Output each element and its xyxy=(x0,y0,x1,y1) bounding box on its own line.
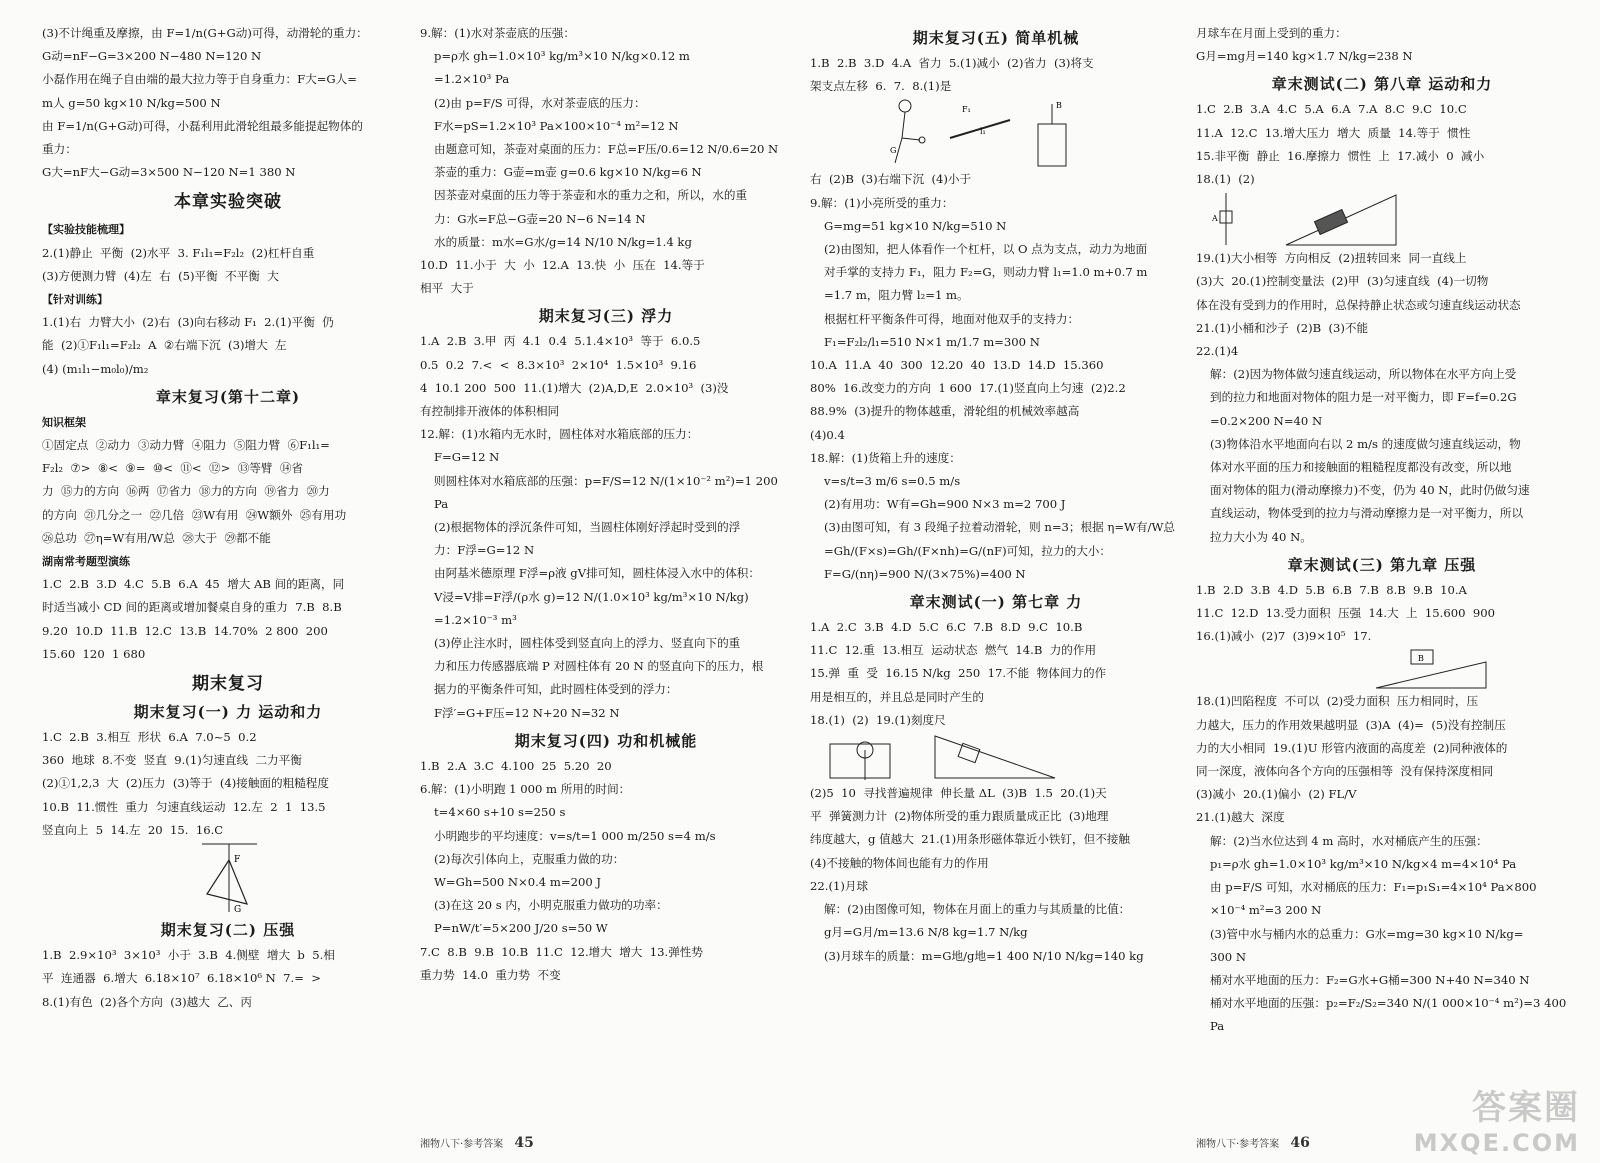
text-line: 相平 大于 xyxy=(420,281,474,296)
text-line: 拉力大小为 40 N。 xyxy=(1210,529,1312,544)
text-line: (3)不计绳重及摩擦，由 F=1/n(G+G动)可得，动滑轮的重力： xyxy=(42,26,368,40)
text-line: v=s/t=3 m/6 s=0.5 m/s xyxy=(824,474,961,489)
section-title-final-5: 期末复习(五) 简单机械 xyxy=(912,29,1080,47)
text-line: ㉖总功 ㉗η=W有用/W总 ㉘大于 ㉙都不能 xyxy=(42,530,271,545)
text-line: 18.(1) (2) xyxy=(1196,172,1255,187)
force-diagram-figures xyxy=(810,732,1182,782)
text-line: F水=pS=1.2×10³ Pa×100×10⁻⁴ m²=12 N xyxy=(434,118,679,133)
text-line: 体对水平面的压力和接触面的粗糙程度都没有改变，所以地 xyxy=(1210,460,1512,475)
text-line: 根据杠杆平衡条件可得，地面对他双手的支持力： xyxy=(824,311,1080,326)
svg-text:l₁: l₁ xyxy=(980,127,986,137)
svg-text:F: F xyxy=(234,855,241,866)
section-title-test-3: 章末测试(三) 第九章 压强 xyxy=(1287,555,1477,574)
text-line: 16.(1)减小 (2)7 (3)9×10⁵ 17. xyxy=(1196,629,1372,644)
text-line: 纬度越大，g 值越大 21.(1)用条形磁体靠近小铁钉，但不接触 xyxy=(810,832,1130,847)
text-line: F₁=F₂l₂/l₁=510 N×1 m/1.7 m=300 N xyxy=(824,334,1040,349)
text-line: 1.C 2.B 3.相互 形状 6.A 7.0~5 0.2 xyxy=(42,730,257,745)
text-line: 21.(1)越大 深度 xyxy=(1196,810,1285,825)
incline-force-figure xyxy=(1196,191,1568,247)
text-line: (2)由 p=F/S 可得，水对茶壶底的压力： xyxy=(434,95,646,110)
text-line: 同一深度，液体向各个方向的压强相等 没有保持深度相同 xyxy=(1196,764,1494,779)
text-line: 力：F浮=G=12 N xyxy=(434,543,535,558)
text-line: 有控制排开液体的体积相同 xyxy=(420,404,560,419)
text-line: (2)5 10 寻找普遍规律 伸长量 ΔL (3)B 1.5 20.(1)天 xyxy=(810,786,1107,801)
text-line: 架支点左移 6. 7. 8.(1)是 xyxy=(810,79,952,94)
text-line: F=G/(nη)=900 N/(3×75%)=400 N xyxy=(824,566,1026,581)
text-line: F₂l₂ ⑦> ⑧< ⑨= ⑩< ⑪< ⑫> ⑬等臂 ⑭省 xyxy=(42,461,304,476)
text-line: 重力： xyxy=(42,142,77,157)
footer-label: 湘物八下·参考答案 xyxy=(420,1139,504,1150)
text-line: 直线运动，物体受到的拉力与滑动摩擦力是一对平衡力，所以 xyxy=(1210,506,1524,521)
footer-left xyxy=(420,1135,534,1151)
text-line: 21.(1)小桶和沙子 (2)B (3)不能 xyxy=(1196,320,1369,335)
column-4 xyxy=(1196,22,1568,1039)
text-line: 竖直向上 5 14.左 20 15. 16.C xyxy=(42,822,224,837)
col1-block-a xyxy=(42,22,414,184)
text-line: (3)大 20.(1)控制变量法 (2)甲 (3)匀速直线 (4)一切物 xyxy=(1196,274,1489,289)
text-line: G=mg=51 kg×10 N/kg=510 N xyxy=(824,218,1007,233)
text-line: 18.(1) (2) 19.(1)刻度尺 xyxy=(810,712,946,727)
text-line: (3)停止注水时，圆柱体受到竖直向上的浮力、竖直向下的重 xyxy=(434,636,741,651)
text-line: 9.解：(1)水对茶壶底的压强： xyxy=(420,26,576,40)
text-line: 对手掌的支持力 F₁，阻力 F₂=G，则动力臂 l₁=1.0 m+0.7 m xyxy=(824,265,1148,280)
text-line: 右 (2)B (3)右端下沉 (4)小于 xyxy=(810,172,972,187)
section-title-experiment: 本章实验突破 xyxy=(174,192,282,213)
text-line: (2)每次引体向上，克服重力做的功： xyxy=(434,851,625,866)
text-line: 18.解：(1)货箱上升的速度： xyxy=(810,450,961,465)
text-line: 1.B 2.9×10³ 3×10³ 小于 3.B 4.侧壁 增大 b 5.相 xyxy=(42,948,335,963)
text-line: G动=nF−G=3×200 N−480 N=120 N xyxy=(42,49,262,64)
text-line: V浸=V排=F浮/(ρ水 g)=12 N/(1.0×10³ kg/m³×10 N/kg) xyxy=(434,589,749,604)
text-line: 22.(1)月球 xyxy=(810,878,869,893)
text-line: 9.20 10.D 11.B 12.C 13.B 14.70% 2 800 200 xyxy=(42,623,328,638)
footer-right xyxy=(1196,1135,1310,1151)
section-title-test-2: 章末测试(二) 第八章 运动和力 xyxy=(1271,75,1493,94)
text-line: 1.A 2.B 3.甲 丙 4.1 0.4 5.1.4×10³ 等于 6.0.5 xyxy=(420,334,701,349)
text-line: 力的大小相同 19.(1)U 形管内液面的高度差 (2)同种液体的 xyxy=(1196,740,1508,755)
footer-label: 湘物八下·参考答案 xyxy=(1196,1139,1280,1150)
text-line: 0.5 0.2 7.< < 8.3×10³ 2×10⁴ 1.5×10³ 9.16 xyxy=(420,357,697,372)
text-line: 15.非平衡 静止 16.摩擦力 惯性 上 17.减小 0 减小 xyxy=(1196,148,1485,163)
text-line: 10.D 11.小于 大 小 12.A 13.快 小 压在 14.等于 xyxy=(420,258,705,273)
text-line: (3)由图可知，有 3 段绳子拉着动滑轮，则 n=3；根据 η=W有/W总 xyxy=(824,520,1175,535)
text-line: 重力势 14.0 重力势 不变 xyxy=(420,967,561,982)
text-line: 的方向 ㉑几分之一 ㉒几倍 ㉓W有用 ㉔W额外 ㉕有用功 xyxy=(42,507,347,522)
text-line: p=ρ水 gh=1.0×10³ kg/m³×10 N/kg×0.12 m xyxy=(434,49,690,64)
text-line: 15.弹 重 受 16.15 N/kg 250 17.不能 物体间力的作 xyxy=(810,666,1107,681)
page-number: 46 xyxy=(1290,1135,1310,1151)
text-line: P=nW/t′=5×200 J/20 s=50 W xyxy=(434,921,608,936)
text-line: (2)①1,2,3 大 (2)压力 (3)等于 (4)接触面的粗糙程度 xyxy=(42,776,329,791)
svg-text:A: A xyxy=(1212,214,1218,224)
svg-text:F₁: F₁ xyxy=(962,105,971,115)
text-line: (4) (m₁l₁−m₀l₀)/m₂ xyxy=(42,361,149,376)
text-line: 由题意可知，茶壶对桌面的压力：F总=F压/0.6=12 N/0.6=20 N xyxy=(434,142,779,157)
text-line: 360 地球 8.不变 竖直 9.(1)匀速直线 二力平衡 xyxy=(42,753,302,768)
text-line: 1.B 2.B 3.D 4.A 省力 5.(1)减小 (2)省力 (3)将支 xyxy=(810,56,1094,70)
text-line: 80% 16.改变力的方向 1 600 17.(1)竖直向上匀速 (2)2.2 xyxy=(810,381,1126,396)
text-line: 月球车在月面上受到的重力： xyxy=(1196,26,1347,40)
text-line: 水的质量：m水=G水/g=14 N/10 N/kg=1.4 kg xyxy=(434,234,692,249)
text-line: (4)0.4 xyxy=(810,427,845,442)
text-line: 时适当减小 CD 间的距离或增加餐桌自身的重力 7.B 8.B xyxy=(42,600,342,615)
text-line: m人 g=50 kg×10 N/kg=500 N xyxy=(42,95,221,110)
section-title-final: 期末复习 xyxy=(192,674,264,695)
subheading-framework: 知识框架 xyxy=(42,415,86,429)
force-triangle-figure xyxy=(42,842,414,914)
text-line: 11.C 12.D 13.受力面积 压强 14.大 上 15.600 900 xyxy=(1196,606,1495,621)
text-line: 解：(2)当水位达到 4 m 高时，水对桶底产生的压强： xyxy=(1210,833,1488,848)
subheading-training: 【针对训练】 xyxy=(42,293,108,307)
text-line: (3)减小 20.(1)偏小 (2) FL/V xyxy=(1196,787,1357,802)
text-line: 平 连通器 6.增大 6.18×10⁷ 6.18×10⁶ N 7.= > xyxy=(42,971,322,986)
text-line: 解：(2)由图像可知，物体在月面上的重力与其质量的比值： xyxy=(824,902,1131,917)
text-line: 10.A 11.A 40 300 12.20 40 13.D 14.D 15.360 xyxy=(810,358,1104,373)
text-line: 桶对水平地面的压力：F₂=G水+G桶=300 N+40 N=340 N xyxy=(1210,972,1530,987)
text-line: 11.C 12.重 13.相互 运动状态 燃气 14.B 力的作用 xyxy=(810,643,1097,658)
text-line: 1.A 2.C 3.B 4.D 5.C 6.C 7.B 8.D 9.C 10.B xyxy=(810,620,1083,635)
text-line: G大=nF大−G动=3×500 N−120 N=1 380 N xyxy=(42,165,296,180)
text-line: 面对物体的阻力(滑动摩擦力)不变，仍为 40 N，此时仍做匀速 xyxy=(1210,483,1530,498)
section-title-final-2: 期末复习(二) 压强 xyxy=(160,921,296,940)
text-line: (2)由图知，把人体看作一个杠杆，以 O 点为支点，动力为地面 xyxy=(824,242,1148,257)
text-line: 由 F=1/n(G+G动)可得，小磊利用此滑轮组最多能提起物体的 xyxy=(42,118,363,133)
text-line: 据力的平衡条件可知，此时圆柱体受到的浮力： xyxy=(434,682,678,697)
subheading-skill: 【实验技能梳理】 xyxy=(42,223,130,237)
text-line: (3)在这 20 s 内，小明克服重力做功的功率： xyxy=(434,898,668,913)
text-line: (3)物体沿水平地面向右以 2 m/s 的速度做匀速直线运动，物 xyxy=(1210,436,1521,451)
text-line: (4)不接触的物体间也能有力的作用 xyxy=(810,855,989,870)
watermark-top: 答案圈 xyxy=(1472,1088,1580,1128)
text-line: 小磊作用在绳子自由端的最大拉力等于自身重力：F大=G人= xyxy=(42,72,357,87)
text-line: 88.9% (3)提升的物体越重，滑轮组的机械效率越高 xyxy=(810,404,1080,419)
text-line: 8.(1)有色 (2)各个方向 (3)越大 乙、丙 xyxy=(42,994,252,1009)
text-line: 体在没有受到力的作用时，总保持静止状态或匀速直线运动状态 xyxy=(1196,297,1521,312)
pressure-figure xyxy=(1196,648,1568,690)
svg-text:G: G xyxy=(234,905,242,915)
text-line: 1.(1)右 力臂大小 (2)右 (3)向右移动 F₁ 2.(1)平衡 仍 xyxy=(42,315,334,330)
text-line: 4 10.1 200 500 11.(1)增大 (2)A,D,E 2.0×10³ (3)没 xyxy=(420,380,729,395)
text-line: (3)月球车的质量：m=G地/g地=1 400 N/10 N/kg=140 kg xyxy=(824,948,1144,963)
text-line: 6.解：(1)小明跑 1 000 m 所用的时间： xyxy=(420,782,631,797)
text-line: 2.(1)静止 平衡 (2)水平 3. F₁l₁=F₂l₂ (2)杠杆自重 xyxy=(42,245,315,260)
svg-text:B: B xyxy=(1056,101,1062,111)
text-line: 300 N xyxy=(1210,949,1246,964)
column-3 xyxy=(810,22,1182,968)
text-line: (3)方便测力臂 (4)左 右 (5)平衡 不平衡 大 xyxy=(42,268,279,283)
text-line: 到的拉力和地面对物体的阻力是一对平衡力，即 F=f=0.2G xyxy=(1210,390,1517,405)
text-line: 因茶壶对桌面的压力等于茶壶和水的重力之和，所以，水的重 xyxy=(434,188,748,203)
text-line: =0.2×200 N=40 N xyxy=(1210,413,1323,428)
text-line: (2)根据物体的浮沉条件可知，当圆柱体刚好浮起时受到的浮 xyxy=(434,520,741,535)
section-title-final-3: 期末复习(三) 浮力 xyxy=(538,307,674,326)
lever-figures xyxy=(810,98,1182,168)
text-line: 力越大，压力的作用效果越明显 (3)A (4)= (5)没有控制压 xyxy=(1196,717,1506,732)
svg-text:B: B xyxy=(1418,654,1424,664)
text-line: 12.解：(1)水箱内无水时，圆柱体对水箱底部的压力： xyxy=(420,427,699,442)
text-line: 1.B 2.D 3.B 4.D 5.B 6.B 7.B 8.B 9.B 10.A xyxy=(1196,582,1467,597)
text-line: 22.(1)4 xyxy=(1196,344,1239,359)
column-2 xyxy=(420,22,792,987)
text-line: 7.C 8.B 9.B 10.B 11.C 12.增大 增大 13.弹性势 xyxy=(420,944,703,959)
svg-text:G: G xyxy=(890,146,897,156)
text-line: ①固定点 ②动力 ③动力臂 ④阻力 ⑤阻力臂 ⑥F₁l₁= xyxy=(42,438,330,453)
text-line: 力和压力传感器底端 P 对圆柱体有 20 N 的竖直向下的压力，根 xyxy=(434,659,764,674)
text-line: W=Gh=500 N×0.4 m=200 J xyxy=(434,874,602,889)
page-number: 45 xyxy=(514,1135,534,1151)
section-title-final-4: 期末复习(四) 功和机械能 xyxy=(514,731,698,750)
text-line: =1.2×10³ Pa xyxy=(434,72,510,87)
text-line: 平 弹簧测力计 (2)物体所受的重力跟质量成正比 (3)地理 xyxy=(810,809,1109,824)
text-line: p₁=ρ水 gh=1.0×10³ kg/m³×10 N/kg×4 m=4×10⁴ Pa xyxy=(1210,856,1517,871)
text-line: 用是相互的，并且总是同时产生的 xyxy=(810,689,984,704)
text-line: 11.A 12.C 13.增大压力 增大 质量 14.等于 惯性 xyxy=(1196,125,1471,140)
text-line: (2)有用功：W有=Gh=900 N×3 m=2 700 J xyxy=(824,497,1066,512)
text-line: 15.60 120 1 680 xyxy=(42,646,146,661)
text-line: 则圆柱体对水箱底部的压强：p=F/S=12 N/(1×10⁻² m²)=1 200 Pa xyxy=(434,473,782,511)
text-line: 19.(1)大小相等 方向相反 (2)扭转回来 同一直线上 xyxy=(1196,251,1467,266)
subheading-hunan: 湖南常考题型演练 xyxy=(42,555,130,569)
section-title-test-1: 章末测试(一) 第七章 力 xyxy=(909,593,1083,612)
text-line: 力 ⑮力的方向 ⑯两 ⑰省力 ⑱力的方向 ⑲省力 ⑳力 xyxy=(42,484,330,499)
text-line: g月=G月/m=13.6 N/8 kg=1.7 N/kg xyxy=(824,925,1028,940)
text-line: 10.B 11.惯性 重力 匀速直线运动 12.左 2 1 13.5 xyxy=(42,799,326,814)
text-line: =1.2×10⁻³ m³ xyxy=(434,612,517,627)
text-line: 力：G水=F总−G壶=20 N−6 N=14 N xyxy=(434,211,646,226)
text-line: 9.解：(1)小亮所受的重力： xyxy=(810,195,954,210)
text-line: 1.B 2.A 3.C 4.100 25 5.20 20 xyxy=(420,758,612,773)
text-line: 1.C 2.B 3.D 4.C 5.B 6.A 45 增大 AB 间的距离，同 xyxy=(42,577,345,592)
section-title-final-1: 期末复习(一) 力 运动和力 xyxy=(133,703,323,722)
column-1 xyxy=(42,22,414,1014)
text-line: 解：(2)因为物体做匀速直线运动，所以物体在水平方向上受 xyxy=(1210,367,1517,382)
text-line: =Gh/(F×s)=Gh/(F×nh)=G/(nF)可知，拉力的大小： xyxy=(824,543,1111,558)
section-title-ch12: 章末复习(第十二章) xyxy=(155,387,301,406)
text-line: 桶对水平地面的压强：p₂=F₂/S₂=340 N/(1 000×10⁻⁴ m²)=3 400 Pa xyxy=(1210,996,1570,1034)
text-line: 能 (2)①F₁l₁=F₂l₂ A ②右端下沉 (3)增大 左 xyxy=(42,338,287,353)
text-line: 由 p=F/S 可知，水对桶底的压力：F₁=p₁S₁=4×10⁴ Pa×800 xyxy=(1210,880,1537,895)
text-line: F浮′=G+F压=12 N+20 N=32 N xyxy=(434,705,620,720)
text-line: (3)管中水与桶内水的总重力：G水=mg=30 kg×10 N/kg= xyxy=(1210,926,1524,941)
text-line: G月=mg月=140 kg×1.7 N/kg=238 N xyxy=(1196,49,1413,64)
watermark-logo xyxy=(1414,1080,1580,1157)
text-line: 由阿基米德原理 F浮=ρ液 gV排可知，圆柱体浸入水中的体积： xyxy=(434,566,760,581)
text-line: ×10⁻⁴ m²=3 200 N xyxy=(1210,903,1322,918)
text-line: 1.C 2.B 3.A 4.C 5.A 6.A 7.A 8.C 9.C 10.C xyxy=(1196,102,1467,117)
text-line: 茶壶的重力：G壶=m壶 g=0.6 kg×10 N/kg=6 N xyxy=(434,165,702,180)
text-line: 小明跑步的平均速度：v=s/t=1 000 m/250 s=4 m/s xyxy=(434,828,716,843)
text-line: F=G=12 N xyxy=(434,450,500,465)
text-line: t=4×60 s+10 s=250 s xyxy=(434,805,566,820)
text-line: =1.7 m，阻力臂 l₂=1 m。 xyxy=(824,288,969,303)
text-line: 18.(1)凹陷程度 不可以 (2)受力面积 压力相同时，压 xyxy=(1196,694,1479,709)
watermark-bottom: MXQE.COM xyxy=(1413,1129,1580,1157)
